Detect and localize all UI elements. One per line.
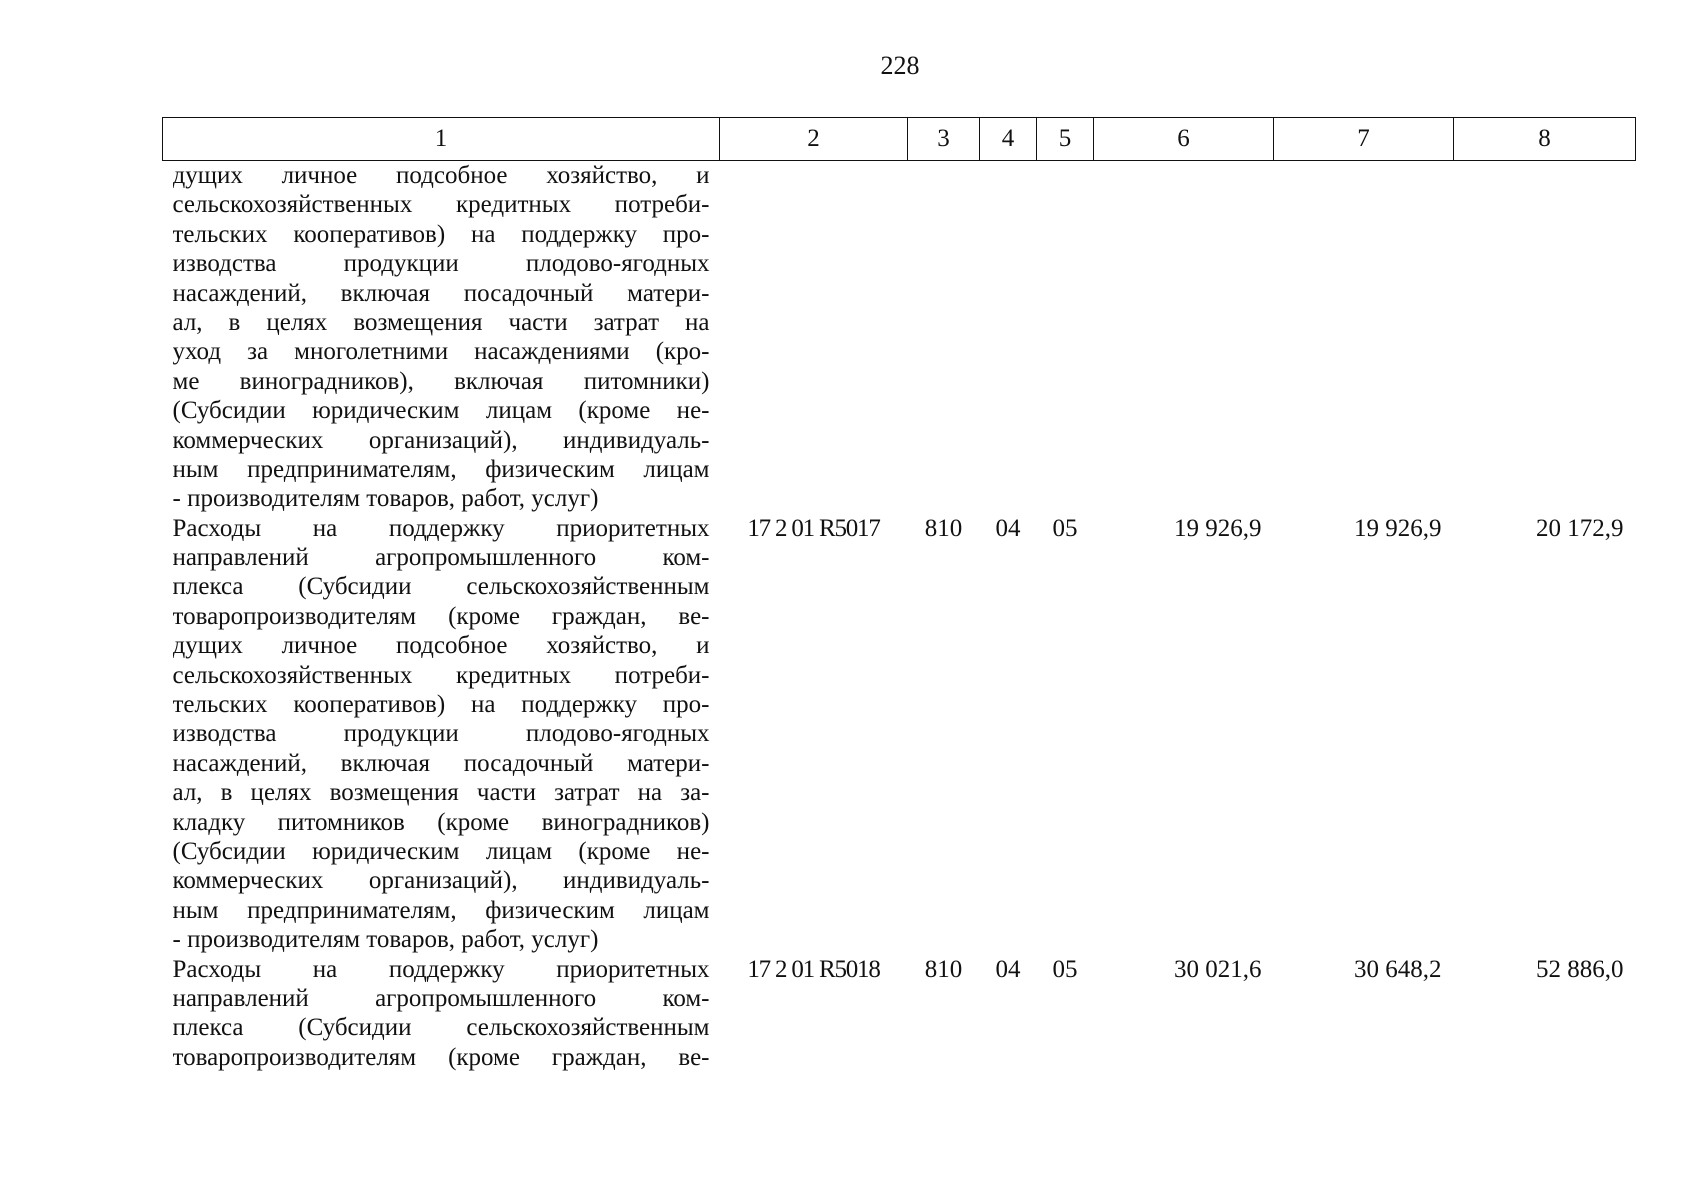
table-row (163, 514, 1636, 955)
description-line: коммерческих организаций), индивидуаль- (172, 426, 710, 454)
row-amount-col-8 (1454, 161, 1636, 514)
row-code (720, 161, 908, 514)
table-row (163, 161, 1636, 514)
description-line: Расходы на поддержку приоритетных (172, 514, 710, 542)
budget-table (162, 117, 1636, 1072)
description-line: ал, в целях возмещения части затрат на (172, 308, 710, 336)
header-col-6: 6 (1094, 118, 1274, 161)
description-line: (Субсидии юридическим лицам (кроме не- (172, 397, 710, 425)
description-line: ным предпринимателям, физическим лицам (172, 455, 710, 483)
row-amount-col-8: 20 172,9 (1536, 514, 1624, 542)
description-line: товаропроизводителям (кроме граждан, ве- (172, 1043, 710, 1071)
description-line: направлений агропромышленного ком- (172, 984, 710, 1012)
description-line: сельскохозяйственных кредитных потреби- (172, 661, 710, 689)
description-line: тельских кооперативов) на поддержку про- (172, 220, 710, 248)
header-col-2: 2 (720, 118, 908, 161)
description-line: сельскохозяйственных кредитных потреби- (172, 191, 710, 219)
description-line: тельских кооперативов) на поддержку про- (172, 691, 710, 719)
row-expense-type: 810 (924, 955, 963, 983)
description-line: ным предпринимателям, физическим лицам (172, 896, 710, 924)
row-section: 04 (995, 955, 1021, 983)
description-line: (Субсидии юридическим лицам (кроме не- (172, 837, 710, 865)
description-line: - производителям товаров, работ, услуг) (172, 926, 599, 954)
table-row (163, 955, 1636, 1073)
description-line: уход за многолетними насаждениями (кро- (172, 338, 710, 366)
row-expense-type: 810 (924, 514, 963, 542)
description-line: изводства продукции плодово-ягодных (172, 250, 710, 278)
description-line: кладку питомников (кроме виноградников) (172, 808, 710, 836)
row-amount-col-6: 19 926,9 (1174, 514, 1262, 542)
row-expense-type (908, 161, 980, 514)
description-line: ме виноградников), включая питомники) (172, 367, 710, 395)
description-line: направлений агропромышленного ком- (172, 544, 710, 572)
row-subsection (1037, 161, 1094, 514)
header-row (163, 118, 1636, 161)
table-header (163, 118, 1636, 161)
row-subsection: 05 (1052, 955, 1078, 983)
header-col-7: 7 (1274, 118, 1454, 161)
row-amount-col-8: 52 886,0 (1536, 955, 1624, 983)
row-subsection: 05 (1052, 514, 1078, 542)
description-line: коммерческих организаций), индивидуаль- (172, 867, 710, 895)
description-line: дущих личное подсобное хозяйство, и (172, 162, 710, 189)
row-description (163, 955, 720, 1073)
table-body (163, 161, 1636, 1073)
row-amount-col-7: 30 648,2 (1354, 955, 1442, 983)
row-description (163, 514, 720, 955)
row-code: 17 2 01 R5018 (747, 955, 880, 983)
description-line: Расходы на поддержку приоритетных (172, 955, 710, 983)
description-line: насаждений, включая посадочный матери- (172, 749, 710, 777)
description-line: дущих личное подсобное хозяйство, и (172, 632, 710, 660)
row-amount-col-6 (1094, 161, 1274, 514)
description-line: - производителям товаров, работ, услуг) (172, 485, 599, 513)
row-code: 17 2 01 R5017 (747, 514, 880, 542)
row-amount-col-6: 30 021,6 (1174, 955, 1262, 983)
description-line: товаропроизводителям (кроме граждан, ве- (172, 602, 710, 630)
description-line: изводства продукции плодово-ягодных (172, 720, 710, 748)
row-amount-col-7 (1274, 161, 1454, 514)
header-col-8: 8 (1454, 118, 1636, 161)
page-number: 228 (880, 51, 920, 80)
description-line: ал, в целях возмещения части затрат на за- (172, 779, 710, 807)
header-col-5: 5 (1037, 118, 1094, 161)
row-section: 04 (995, 514, 1021, 542)
row-description (163, 161, 720, 514)
description-line: плекса (Субсидии сельскохозяйственным (172, 573, 710, 601)
description-line: насаждений, включая посадочный матери- (172, 279, 710, 307)
header-col-1: 1 (163, 118, 720, 161)
header-col-4: 4 (980, 118, 1037, 161)
row-section (980, 161, 1037, 514)
description-line: плекса (Субсидии сельскохозяйственным (172, 1014, 710, 1042)
header-col-3: 3 (908, 118, 980, 161)
row-amount-col-7: 19 926,9 (1354, 514, 1442, 542)
